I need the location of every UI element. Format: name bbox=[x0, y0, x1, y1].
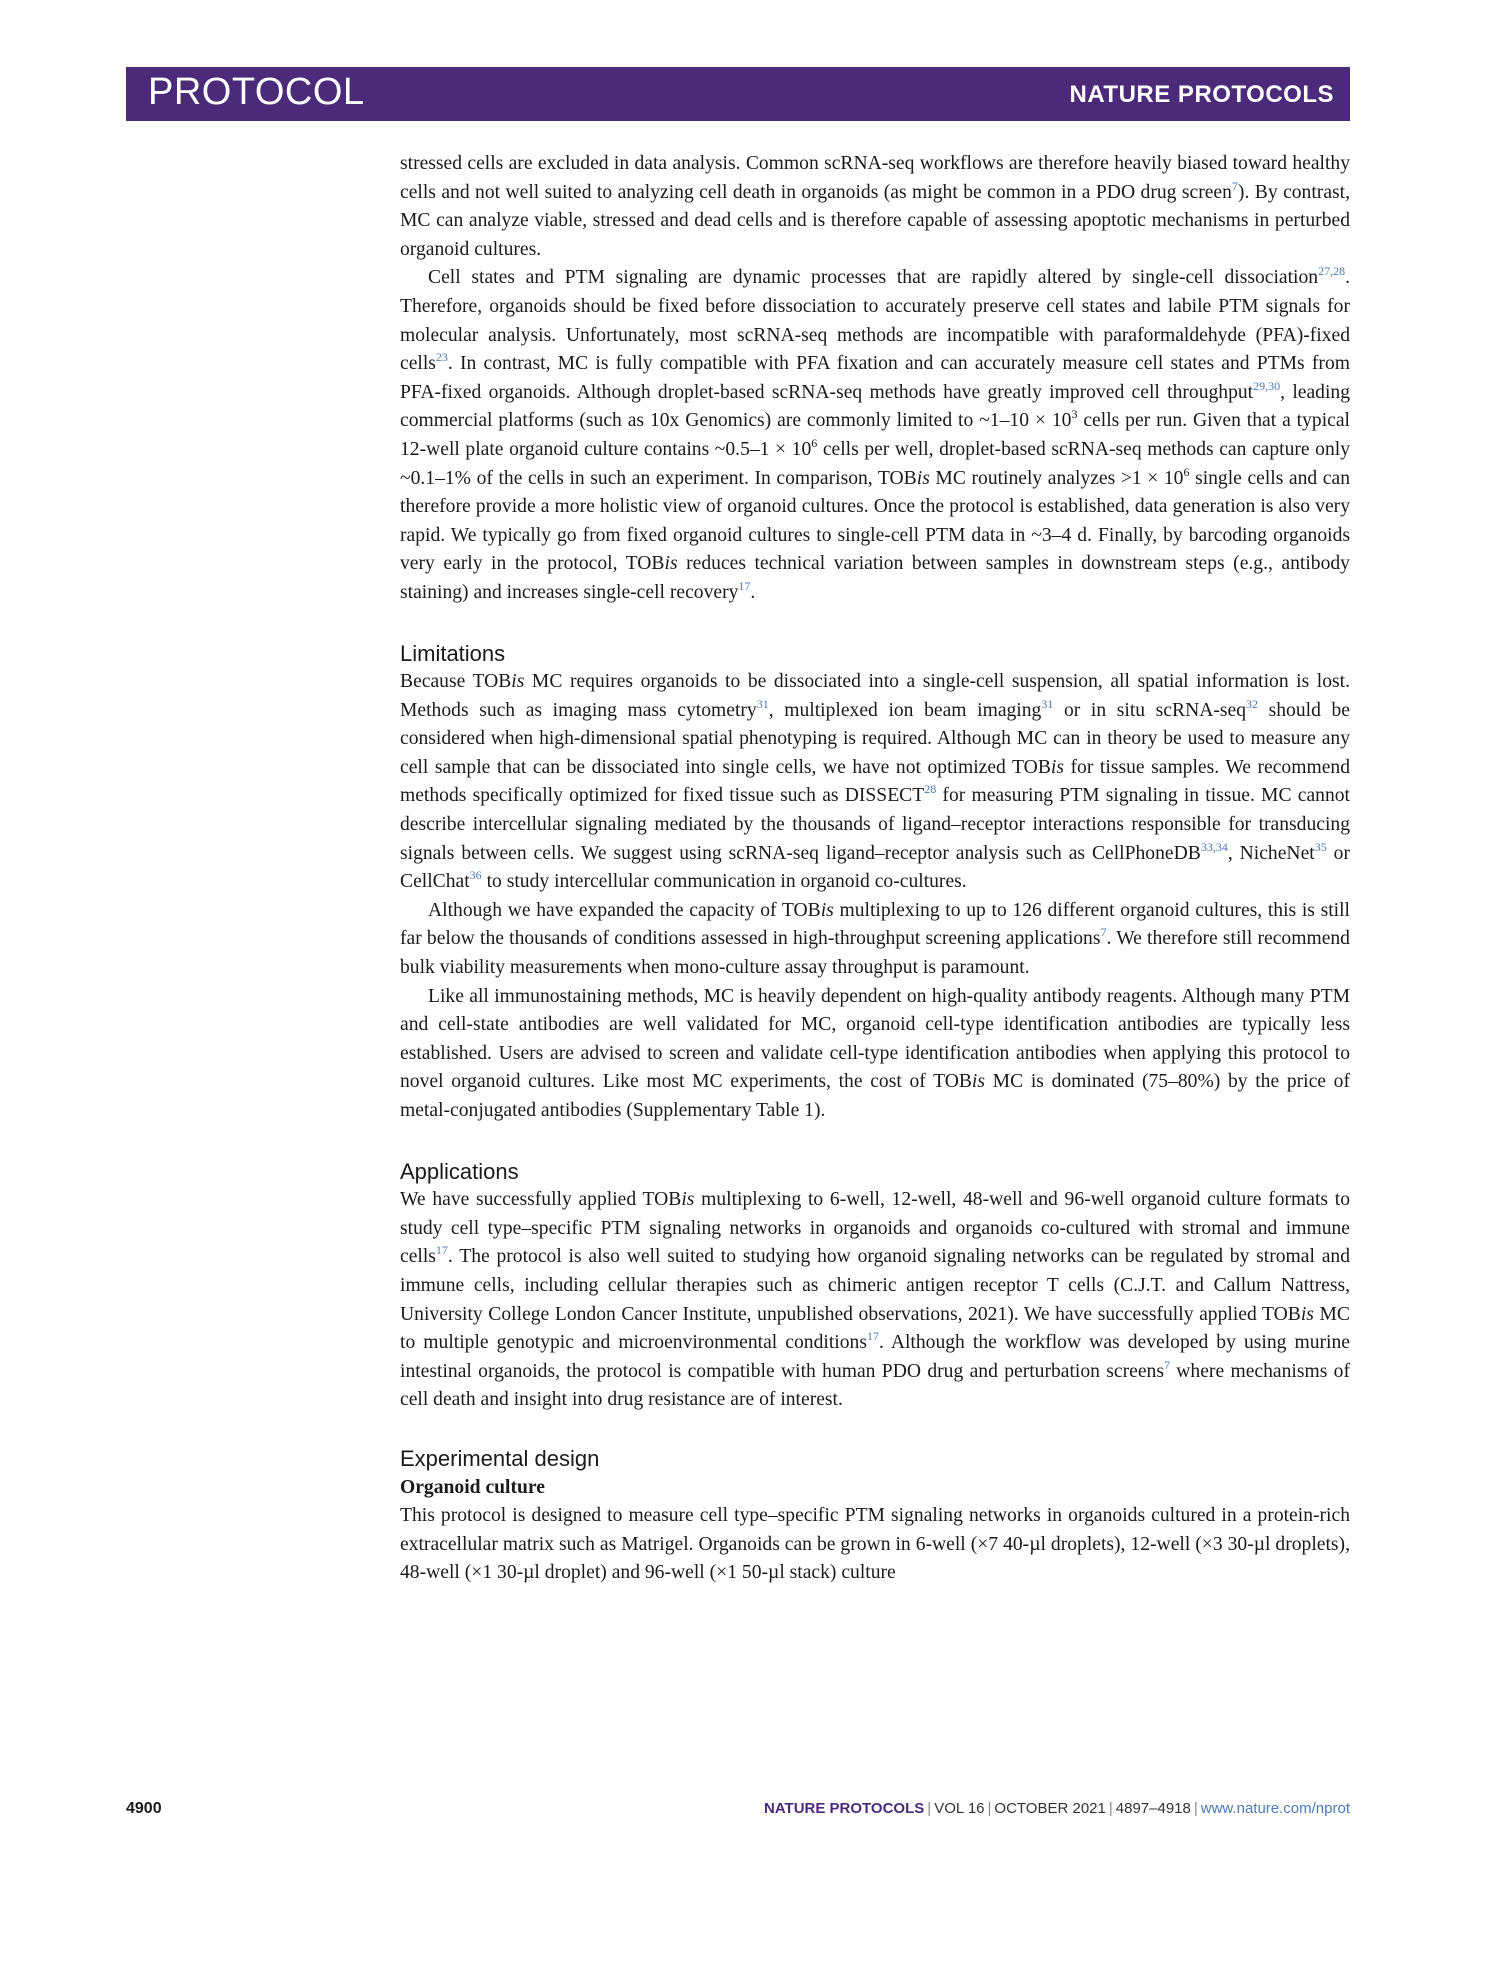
footer-date: OCTOBER 2021 bbox=[994, 1800, 1106, 1817]
page-header-bar bbox=[126, 67, 1350, 121]
paragraph: This protocol is designed to measure cell type–specific PTM signaling networks in organoids cultured in a protein-rich extracellular matrix such as Matrigel. Organoids can be grown in 6-well (×7 40-µl droplets), 12-well (×3 30-µl droplets), 48-well (×1 30-µl droplet) and 96-well (×1 50-µl stack) culture bbox=[400, 1505, 1350, 1584]
section-heading-applications: Applications bbox=[400, 1158, 519, 1184]
citation-link[interactable]: 7 bbox=[1163, 1357, 1170, 1372]
citation-link[interactable]: 32 bbox=[1246, 696, 1259, 711]
paragraph: Cell states and PTM signaling are dynamic processes that are rapidly altered by single-cell dissociation$^{27,28}$. Therefore, organoids should be fixed before dissociation to accurately preserve cell states and labile PTM signals for molecular analysis. Unfortunately, most scRNA-seq methods are incompatible with paraformaldehyde (PFA)-fixed cells$^{23}$. In contrast, MC is fully compatible with PFA fixation and can accurately measure cell states and PTMs from PFA-fixed organoids. Although droplet-based scRNA-seq methods have greatly improved cell throughput$^{29,30}$, leading commercial platforms (such as 10x Genomics) are commonly limited to ~1–10 × $10^3$ cells per run. Given that a typical 12-well plate organoid culture contains ~0.5–1 × $10^6$ cells per well, droplet-based scRNA-seq methods can capture only ~0.1–1% of the cells in such an experiment. In comparison, TOBis MC routinely analyzes $>1 \times 10^6$ single cells and can therefore provide a more holistic view of organoid cultures. Once the protocol is established, data generation is also very rapid. We typically go from fixed organoid cultures to single-cell PTM data in ~3–4 d. Finally, by barcoding organoids very early in the protocol, TOBis reduces technical variation between samples in downstream steps (e.g., antibody staining) and increases single-cell recovery$^{17}$. bbox=[400, 264, 1351, 603]
article-body bbox=[400, 150, 1350, 1588]
footer-journal: NATURE PROTOCOLS bbox=[763, 1800, 925, 1817]
footer-url-link[interactable]: www.nature.com/nprot bbox=[1200, 1800, 1350, 1817]
citation-link[interactable]: 27,28 bbox=[1318, 264, 1346, 279]
paragraph: stressed cells are excluded in data analysis. Common scRNA-seq workflows are therefore heavily biased toward healthy cells and not well suited to analyzing cell death in organoids (as might be common in a PDO drug screen$^7$). By contrast, MC can analyze viable, stressed and dead cells and is therefore capable of assessing apoptotic mechanisms in perturbed organoid cultures. bbox=[400, 153, 1350, 260]
page-number: 4900 bbox=[126, 1800, 162, 1817]
citation-link[interactable]: 36 bbox=[469, 868, 482, 883]
paragraph: Like all immunostaining methods, MC is heavily dependent on high-quality antibody reagents. Although many PTM and cell-state antibodies are well validated for MC, organoid cell-type identification antibodies are typically less established. Users are advised to screen and validate cell-type identification antibodies when applying this protocol to novel organoid cultures. Like most MC experiments, the cost of TOBis MC is dominated (75–80%) by the price of metal-conjugated antibodies (Supplementary Table 1). bbox=[400, 985, 1350, 1121]
citation-link[interactable]: 28 bbox=[924, 782, 937, 797]
section-label: PROTOCOL bbox=[148, 71, 365, 113]
citation-link[interactable]: 7 bbox=[1100, 925, 1107, 940]
journal-label: NATURE PROTOCOLS bbox=[1069, 81, 1334, 108]
citation-link[interactable]: 23 bbox=[435, 350, 448, 365]
citation-link[interactable]: 17 bbox=[738, 578, 751, 593]
paragraph: Although we have expanded the capacity of TOBis multiplexing to up to 126 different organoid cultures, this is still far below the thousands of conditions assessed in high-throughput screening applications$^7$. We therefore still recommend bulk viability measurements when mono-culture assay throughput is paramount. bbox=[400, 899, 1350, 979]
footer-citation: NATURE PROTOCOLS | VOL 16 | OCTOBER 2021 | 4897–4918 | www.nature.com/nprot bbox=[763, 1800, 1350, 1817]
citation-link[interactable]: 33,34 bbox=[1200, 839, 1228, 854]
citation-link[interactable]: 31 bbox=[1041, 696, 1054, 711]
section-heading-limitations: Limitations bbox=[400, 640, 506, 666]
footer-pages: 4897–4918 bbox=[1115, 1800, 1191, 1817]
citation-link[interactable]: 17 bbox=[435, 1243, 448, 1258]
subheading-organoid-culture: Organoid culture bbox=[400, 1476, 545, 1498]
citation-link[interactable]: 31 bbox=[756, 696, 769, 711]
citation-link[interactable]: 29,30 bbox=[1253, 378, 1281, 393]
paragraph: Because TOBis MC requires organoids to be dissociated into a single-cell suspension, all spatial information is lost. Methods such as imaging mass cytometry$^{31}$, multiplexed ion beam imaging$^{31}$ or in situ scRNA-seq$^{32}$ should be considered when high-dimensional spatial phenotyping is required. Although MC can in theory be used to measure any cell sample that can be dissociated into single cells, we have not optimized TOBis for tissue samples. We recommend methods specifically optimized for fixed tissue such as DISSECT$^{28}$ for measuring PTM signaling in tissue. MC cannot describe intercellular signaling mediated by the thousands of ligand–receptor interactions responsible for transducing signals between cells. We suggest using scRNA-seq ligand–receptor analysis such as CellPhoneDB$^{33,34}$, NicheNet$^{35}$ or CellChat$^{36}$ to study intercellular communication in organoid co-cultures. bbox=[400, 671, 1351, 893]
footer-volume: VOL 16 bbox=[934, 1800, 985, 1817]
citation-link[interactable]: 7 bbox=[1231, 178, 1238, 193]
section-heading-experimental-design: Experimental design bbox=[400, 1445, 600, 1471]
paragraph: We have successfully applied TOBis multiplexing to 6-well, 12-well, 48-well and 96-well organoid culture formats to study cell type–specific PTM signaling networks in organoids and organoids co-cultured with stromal and immune cells$^{17}$. The protocol is also well suited to studying how organoid signaling networks can be regulated by stromal and immune cells, including cellular therapies such as chimeric antigen receptor T cells (C.J.T. and Callum Nattress, University College London Cancer Institute, unpublished observations, 2021). We have successfully applied TOBis MC to multiple genotypic and microenvironmental conditions$^{17}$. Although the workflow was developed by using murine intestinal organoids, the protocol is compatible with human PDO drug and perturbation screens$^7$ where mechanisms of cell death and insight into drug resistance are of interest. bbox=[400, 1189, 1350, 1411]
citation-link[interactable]: 35 bbox=[1314, 839, 1327, 854]
citation-link[interactable]: 17 bbox=[866, 1329, 879, 1344]
